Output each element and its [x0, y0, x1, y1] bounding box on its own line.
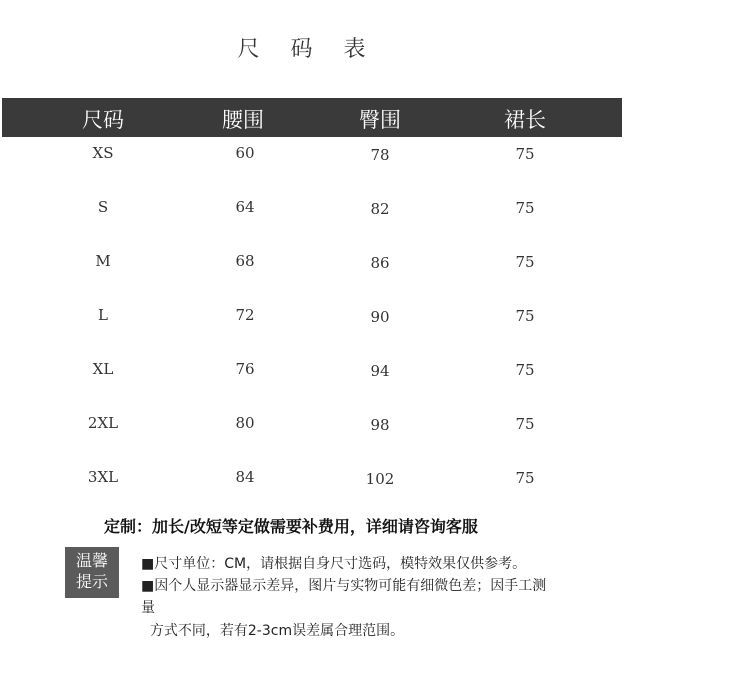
- tip-label: [65, 547, 119, 598]
- header-hip: 臀围: [359, 108, 401, 132]
- table-header: [2, 98, 622, 137]
- cell-waist: 72: [235, 306, 255, 324]
- cell-hip: 94: [370, 362, 390, 380]
- cell-waist: 68: [235, 252, 255, 270]
- page-title: 尺 码 表: [237, 37, 378, 62]
- table-row: [0, 468, 620, 498]
- cell-hip: 86: [370, 254, 390, 272]
- cell-size: L: [98, 306, 108, 324]
- table-row: [0, 414, 620, 444]
- cell-length: 75: [515, 415, 535, 433]
- header-size: 尺码: [82, 108, 124, 132]
- cell-length: 75: [515, 145, 535, 163]
- table-row: [0, 252, 620, 282]
- cell-size: XS: [92, 144, 114, 162]
- custom-order-note: 定制：加长/改短等定做需要补费用，详细请咨询客服: [104, 517, 478, 536]
- header-skirt-length: 裙长: [504, 108, 546, 132]
- tip-label-line2: 提示: [75, 572, 108, 591]
- tip-line: 方式不同，若有2-3cm误差属合理范围。: [141, 623, 405, 639]
- cell-size: 3XL: [87, 468, 119, 486]
- cell-size: 2XL: [87, 414, 119, 432]
- cell-size: S: [97, 198, 109, 216]
- tip-label-line1: 温馨: [75, 551, 108, 570]
- table-row: [0, 360, 620, 390]
- header-waist: 腰围: [222, 108, 264, 132]
- tip-line: ■因个人显示器显示差异，图片与实物可能有细微色差；因手工测: [141, 578, 547, 594]
- cell-length: 75: [515, 199, 535, 217]
- cell-length: 75: [515, 253, 535, 271]
- cell-hip: 78: [370, 146, 390, 164]
- cell-waist: 60: [235, 144, 255, 162]
- cell-waist: 64: [235, 198, 255, 216]
- cell-length: 75: [515, 361, 535, 379]
- cell-waist: 80: [235, 414, 255, 432]
- cell-waist: 84: [235, 468, 255, 486]
- cell-size: M: [95, 252, 111, 270]
- cell-hip: 98: [370, 416, 390, 434]
- cell-hip: 82: [370, 200, 390, 218]
- tip-line: ■尺寸单位：CM，请根据自身尺寸选码，模特效果仅供参考。: [141, 556, 527, 572]
- cell-length: 75: [515, 469, 535, 487]
- table-row: [0, 144, 620, 174]
- table-row: [0, 198, 620, 228]
- cell-hip: 102: [365, 470, 395, 488]
- cell-hip: 90: [370, 308, 390, 326]
- table-row: [0, 306, 620, 336]
- cell-length: 75: [515, 307, 535, 325]
- cell-waist: 76: [235, 360, 255, 378]
- tip-line: 量: [141, 600, 155, 616]
- cell-size: XL: [92, 360, 114, 378]
